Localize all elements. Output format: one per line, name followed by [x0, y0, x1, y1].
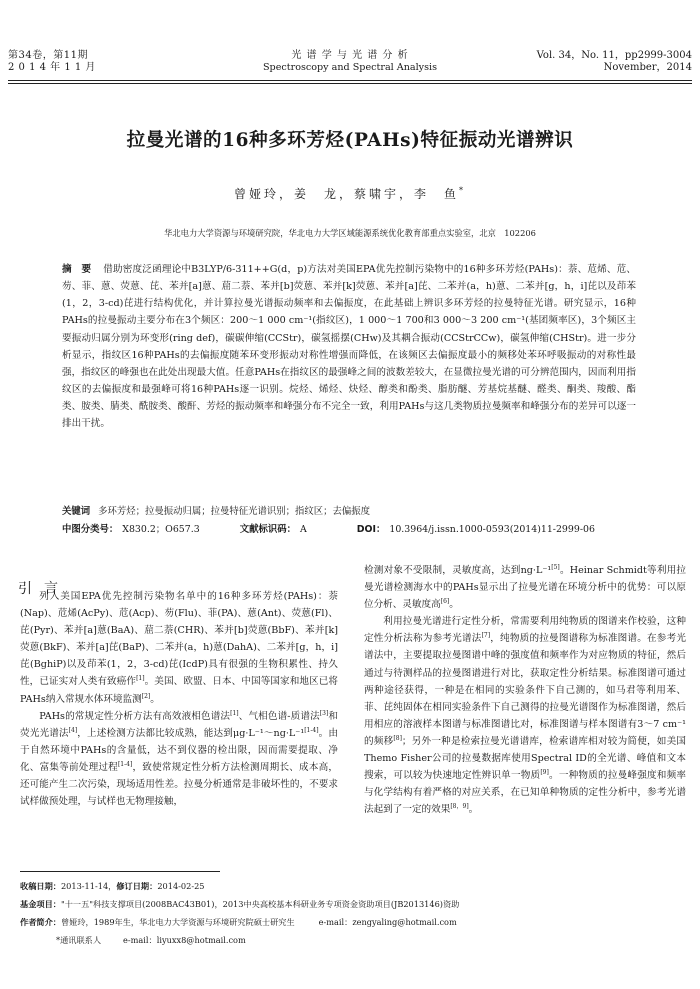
- citation[interactable]: [1]: [230, 709, 239, 717]
- journal-pages: [537, 50, 692, 74]
- authors-text: 曾娅玲，姜 龙，蔡啸宇，李 鱼: [233, 187, 459, 201]
- para-text: ，纯物质的拉曼图谱称为标准图谱。在参考光谱法中，主要提取拉曼图谱中峰的强度值和频率作为对应物质的特征，然后通过与待测样品的拉曼图谱进行对比，获取定性分析结果。标准图谱可通过两种途径获得，一种是在相同的实验条件下自己测的，如马君等利用苯、菲、芘纯固体在相同实验条件下自己测得的拉曼光谱图作为标准图谱，然后用相应的溶液样本图谱与标准图谱比对，标准图谱与样本图谱有3～7 cm⁻¹的频移: [364, 633, 686, 747]
- header-date: 2 0 1 4 年 1 1 月: [8, 62, 96, 73]
- abstract: [62, 261, 636, 433]
- section-heading-intro: 引言: [18, 581, 70, 597]
- citation[interactable]: [1-4]: [304, 726, 319, 734]
- author-email[interactable]: e-mail：zengyaling@hotmail.com: [318, 917, 457, 927]
- citation[interactable]: [1]: [136, 675, 145, 683]
- fund-label: 基金项目：: [20, 899, 61, 909]
- para-text: 。: [468, 804, 479, 816]
- para-text: 。: [150, 693, 160, 705]
- footnote-funding: [20, 898, 690, 910]
- keywords: [62, 503, 662, 520]
- footnote-dates: [20, 880, 690, 892]
- right-paragraph-1: [364, 562, 686, 613]
- para-text: 。一种物质的拉曼峰强度和频率与化学结构有着严格的对应关系，在已知单种物质的定性分析中，参考光谱法起到了一定的效果: [364, 770, 686, 816]
- keywords-label: 关键词: [62, 506, 91, 517]
- para-text: 利用拉曼光谱进行定性分析，常需要利用纯物质的图谱来作校验，这种定性分析法称为参考光谱法: [364, 616, 686, 645]
- author-bio-label: 作者简介：: [20, 917, 61, 927]
- abstract-text: 借助密度泛函理论中B3LYP/6-311++G(d，p)方法对美国EPA优先控制污染物中的16种多环芳烃(PAHs)：萘、苊烯、苊、芴、菲、蒽、荧蒽、芘、苯并[a]蒽、䓛二萘、苯并[b]荧蒽、苯并[k]荧蒽、苯并[a]芘、二苯并(a，h)蒽、二苯并[g，h，i]芘以及茚苯(1，2，3-cd)芘进行结构优化，并计算拉曼光谱振动频率和去偏振度，在此基础上辨识多环芳烃的拉曼特征光谱。研究显示，16种PAHs的拉曼振动主要分布在3个频区：200～1 000 cm⁻¹(指纹区)，1 000～1 700和3 000～3 200 cm⁻¹(基团频率区)，3个频区主要振动归属分别为环变形(ring def)，碳碳伸缩(CCStr)，碳氢摇摆(CHw)及其耦合振动(CCStrCCw)，碳氢伸缩(CHStr)。进一步分析显示，指纹区16种PAHs的去偏振度随苯环变形振动对称性增强而降低，在该频区去偏振度最小的频移处苯环呼吸振动的对称性最强，指纹区的峰强也在此处出现最大值。任意PAHs在指纹区的最强峰之间的波数差较大，在显微拉曼光谱的可分辨范围内，因而利用指纹区的去偏振度和最强峰可将16种PAHs逐一识别。烷烃、烯烃、炔烃、醇类和酚类、脂肪醚、芳基烷基醚、醛类、酮类、羧酸、酯类、胺类、腈类、酰胺类、酸酐、芳烃的振动频率和峰强分布不完全一致，利用PAHs与这几类物质拉曼频率和峰强分布的差异可以逐一排出干扰。: [62, 264, 637, 430]
- article-title: 拉曼光谱的16种多环芳烃(PAHs)特征振动光谱辨识: [126, 130, 574, 151]
- intro-paragraph-2: [20, 708, 338, 811]
- received-label: 收稿日期：: [20, 881, 61, 891]
- header-journal-en: Spectroscopy and Spectral Analysis: [262, 62, 438, 73]
- intro-right-column: [364, 562, 686, 818]
- para-text: 。美国、欧盟、日本、中国等国家和地区已将PAHs纳入常规水体环境监测: [20, 676, 338, 705]
- footnote-author: [20, 916, 690, 928]
- para-text: ；另外一种是检索拉曼光谱谱库，检索谱库相对较为简便，如美国Themo Fisher公司的拉曼数据库使用Spectral ID的全光谱、峰值和文本搜索，可以较为快速地定性辨识单一物质: [364, 735, 687, 782]
- para-text: 、气相色谱-质谱法: [238, 710, 320, 722]
- header-vol-pages: Vol. 34，No. 11，pp2999-3004: [536, 50, 692, 61]
- citation[interactable]: [8]: [393, 734, 402, 742]
- intro-paragraph-1: [20, 588, 338, 708]
- para-text: 。: [449, 599, 459, 611]
- author-bio: 曾娅玲，1989年生，华北电力大学资源与环境研究院硕士研究生: [60, 917, 295, 927]
- para-text: 。Heinar Schmidt等利用拉曼光谱检测海水中的PAHs显示出了拉曼光谱在环境分析中的优势：可以原位分析、灵敏度高: [364, 565, 687, 611]
- doi-value[interactable]: 10.3964/j.issn.1000-0593(2014)11-2999-06: [389, 524, 595, 535]
- header-volume: 第34卷，第11期: [8, 50, 88, 61]
- citation[interactable]: [2]: [141, 692, 151, 700]
- citation[interactable]: [4]: [68, 726, 78, 734]
- doc-code-value: A: [299, 524, 307, 535]
- revised-date: 2014-02-25: [157, 881, 205, 891]
- abstract-label: 摘 要: [62, 264, 92, 275]
- header-journal-cn: 光 谱 学 与 光 谱 分 析: [291, 50, 409, 61]
- header-month: November，2014: [603, 62, 692, 73]
- header-rule-thin: [8, 83, 692, 84]
- right-paragraph-2: [364, 613, 686, 818]
- received-date: 2013-11-14，: [60, 881, 117, 891]
- header-rule: [8, 80, 692, 81]
- corresponding-email[interactable]: e-mail：liyuxx8@hotmail.com: [123, 935, 246, 945]
- revised-label: 修订日期：: [116, 881, 158, 891]
- para-text: 和荧光光谱法: [20, 710, 338, 739]
- author-list: [0, 185, 700, 202]
- corresponding-label: *通讯联系人: [56, 935, 102, 945]
- citation[interactable]: [9]: [540, 768, 549, 776]
- citation[interactable]: [6]: [440, 598, 450, 605]
- keywords-text: 多环芳烃；拉曼振动归属；拉曼特征光谱识别；指纹区；去偏振度: [98, 506, 371, 517]
- affiliation: 华北电力大学资源与环境研究院，华北电力大学区域能源系统优化教育部重点实验室，北京 102206: [164, 228, 536, 238]
- doc-code-label: 文献标识码：: [239, 524, 296, 535]
- citation[interactable]: [1-4]: [117, 760, 133, 768]
- para-text: 检测对象不受限制，灵敏度高，达到ng·L⁻¹: [364, 565, 552, 576]
- intro-left-column: [20, 588, 338, 810]
- fund-text: "十一五"科技支撑项目(2008BAC43B01)，2013中央高校基本科研业务专项资金资助项目(JB2013146)资助: [60, 899, 460, 909]
- citation[interactable]: [3]: [319, 709, 329, 717]
- para-text: 列入美国EPA优先控制污染物名单中的16种多环芳烃(PAHs)：萘(Nap)、苊烯(AcPy)、苊(Acp)、芴(Flu)、菲(PA)、蒽(Ant)、荧蒽(Fl)、芘(Pyr)、苯并[a]蒽(BaA)、䓛二萘(CHR)、苯并[b]荧蒽(BbF)、苯并[k]荧蒽(BkF)、苯并[a]芘(BaP)、二苯并(a，h)蒽(DahA)、二苯并[g，h，i]芘(BghiP)以及茚苯(1，2，3-cd)芘(IcdP)具有很强的生物积累性、持久性，已证实对人类有致癌作: [20, 591, 338, 688]
- clc-label: 中图分类号：: [62, 524, 119, 535]
- citation[interactable]: [8，9]: [450, 803, 469, 811]
- clc-value: X830.2；O657.3: [122, 524, 200, 535]
- para-text: ，致使常规定性分析方法检测周期长、成本高，还可能产生二次污染，现场适用性差。拉曼分析通常是非破坏性的，不要求试样做预处理，与试样也无物理接触，: [20, 761, 339, 808]
- corresponding-mark: *: [459, 186, 466, 195]
- citation[interactable]: [5]: [551, 563, 560, 571]
- footnote-corresponding: [56, 934, 700, 946]
- para-text: PAHs的常规定性分析方法有高效液相色谱法: [39, 710, 231, 722]
- footnote-rule: [20, 871, 220, 872]
- doi-label: DOI：: [356, 524, 386, 535]
- para-text: 。由于自然环境中PAHs的含量低，达不到仪器的检出限，因而需要提取、净化、富集等前处理过程: [20, 727, 339, 773]
- citation[interactable]: [7]: [481, 632, 491, 640]
- para-text: ，上述检测方法都比较成熟，能达到μg·L⁻¹～ng·L⁻¹: [77, 727, 305, 739]
- classification-line: [62, 521, 662, 538]
